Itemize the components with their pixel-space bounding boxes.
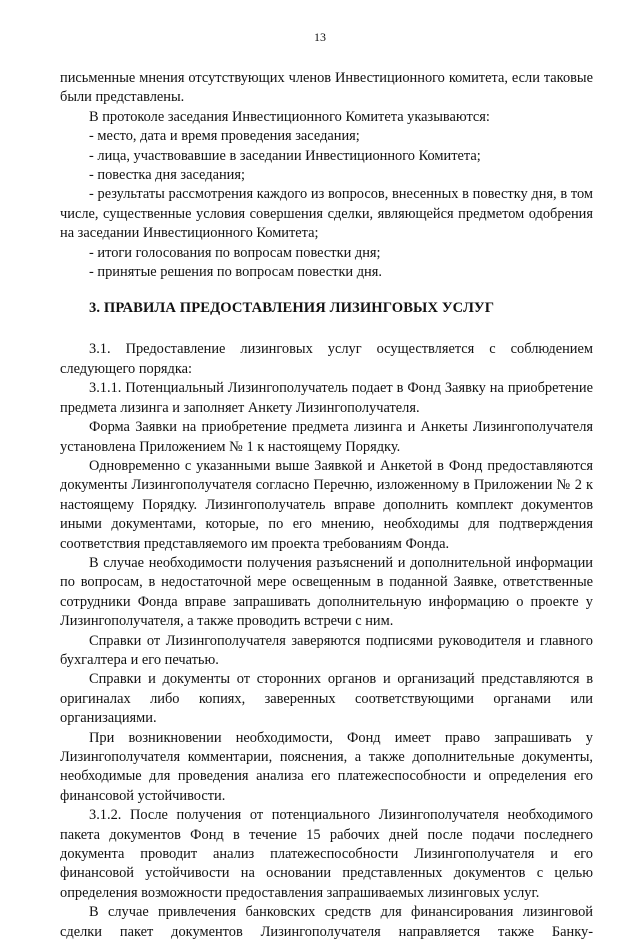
paragraph: Одновременно с указанными выше Заявкой и Анкетой в Фонд предоставляются документы Лизингополучателя согласно Перечню, изложенному в Приложении № 2 к настоящему Порядку. Лизингополучатель вправе дополнить комплект документов иными документами, которые, по его мнению, необходимы для подтверждения соответствия представляемого им проекта требованиям Фонда. [60, 457, 593, 552]
paragraph: Справки от Лизингополучателя заверяются подписями руководителя и главного бухгалтера и его печатью. [60, 632, 593, 668]
page-number: 13 [314, 30, 326, 44]
paragraph: Форма Заявки на приобретение предмета лизинга и Анкеты Лизингополучателя установлена Приложением № 1 к настоящему Порядку. [60, 419, 593, 455]
document-body [60, 69, 593, 942]
paragraph: В протоколе заседания Инвестиционного Комитета указываются: [89, 108, 490, 125]
list-item: - повестка дня заседания; [89, 167, 245, 184]
list-item: - результаты рассмотрения каждого из вопросов, внесенных в повестку дня, в том числе, существенные условия совершения сделки, являющейся предметом одобрения на заседании Инвестиционного Комитета; [60, 186, 593, 242]
paragraph: письменные мнения отсутствующих членов Инвестиционного комитета, если таковые были представлены. [60, 70, 593, 106]
section-heading: 3. ПРАВИЛА ПРЕДОСТАВЛЕНИЯ ЛИЗИНГОВЫХ УСЛУГ [89, 300, 495, 317]
list-item: - лица, участвовавшие в заседании Инвестиционного Комитета; [89, 147, 481, 164]
list-item: - итоги голосования по вопросам повестки дня; [89, 244, 381, 261]
paragraph: В случае привлечения банковских средств для финансирования лизинговой сделки пакет документов Лизингополучателя направляется также Банку- [60, 904, 593, 940]
paragraph: 3.1.1. Потенциальный Лизингополучатель подает в Фонд Заявку на приобретение предмета лизинга и заполняет Анкету Лизингополучателя. [60, 380, 593, 416]
paragraph: В случае необходимости получения разъяснений и дополнительной информации по вопросам, в недостаточной мере освещенным в поданной Заявке, ответственные сотрудники Фонда вправе запрашивать дополнительную информацию о проекте у Лизингополучателя, а также проводить встречи с ним. [60, 554, 593, 630]
list-item: - место, дата и время проведения заседания; [89, 128, 360, 145]
paragraph: 3.1. Предоставление лизинговых услуг осуществляется с соблюдением следующего порядка: [60, 341, 593, 377]
paragraph: При возникновении необходимости, Фонд имеет право запрашивать у Лизингополучателя комментарии, пояснения, а также дополнительные документы, необходимые для проведения анализа его платежеспособности и определения его финансовой устойчивости. [60, 729, 593, 804]
paragraph: Справки и документы от сторонних органов и организаций представляются в оригиналах либо копиях, заверенных соответствующими органами или организациями. [60, 671, 593, 727]
paragraph: 3.1.2. После получения от потенциального Лизингополучателя необходимого пакета документов Фонд в течение 15 рабочих дней после подачи последнего документа проводит анализ платежеспособности Лизингополучателя и его финансовой устойчивости на основании представленных документов с целью определения возможности предоставления запрашиваемых лизинговых услуг. [60, 807, 593, 901]
list-item: - принятые решения по вопросам повестки дня. [89, 264, 382, 281]
